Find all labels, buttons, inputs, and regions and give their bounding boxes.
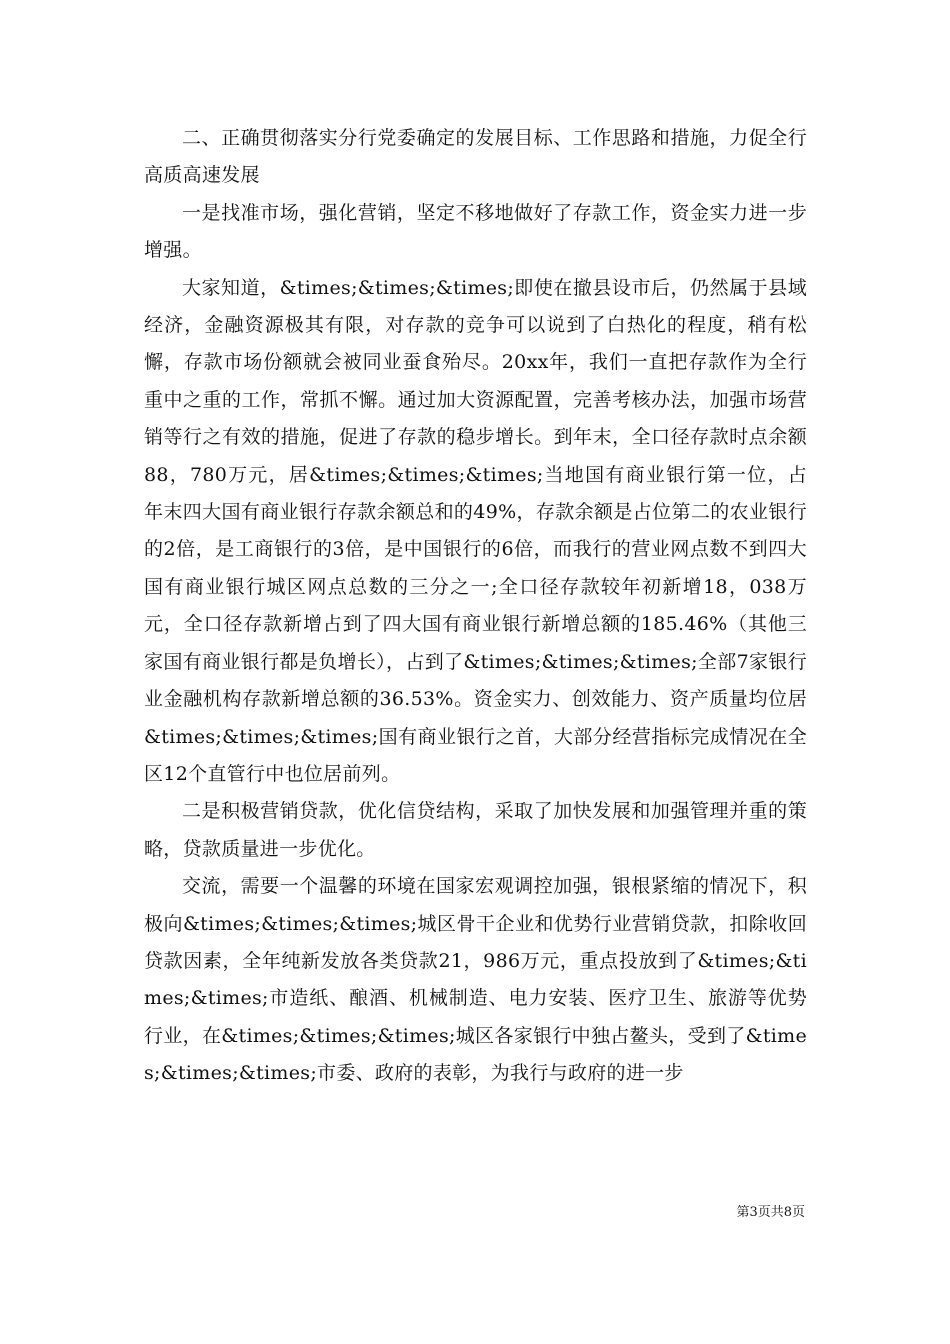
deposit-summary-paragraph: 一是找准市场，强化营销，坚定不移地做好了存款工作，资金实力进一步增强。 [144,201,807,262]
loan-detail-paragraph: 交流，需要一个温馨的环境在国家宏观调控加强，银根紧缩的情况下，积极向&times;&times;&times;城区骨干企业和优势行业营销贷款，扣除收回贷款因素，全年纯新发放各类贷款21，986万元，重点投放到了&times;&times;&times;市造纸、酿酒、机械制造、电力安装、医疗卫生、旅游等优势行业，在&times;&times;&times;城区各家银行中独占鳌头，受到了&times;&times;&times;市委、政府的表彰，为我行与政府的进一步 [144,875,807,1085]
document-body [144,120,807,1093]
page-number-footer: 第3页共8页 [736,1205,805,1220]
loan-summary-paragraph: 二是积极营销贷款，优化信贷结构，采取了加快发展和加强管理并重的策略，贷款质量进一步优化。 [144,800,807,860]
deposit-detail-paragraph: 大家知道，&times;&times;&times;即使在撤县设市后，仍然属于县域经济，金融资源极其有限，对存款的竞争可以说到了白热化的程度，稍有松懈，存款市场份额就会被同业蚕食殆尽。20xx年，我们一直把存款作为全行重中之重的工作，常抓不懈。通过加大资源配置，完善考核办法，加强市场营销等行之有效的措施，促进了存款的稳步增长。到年末，全口径存款时点余额88，780万元，居&times;&times;&times;当地国有商业银行第一位，占年末四大国有商业银行存款余额总和的49%，存款余额是占位第二的农业银行的2倍，是工商银行的3倍，是中国银行的6倍，而我行的营业网点数不到四大国有商业银行城区网点总数的三分之一;全口径存款较年初新增18，038万元，全口径存款新增占到了四大国有商业银行新增总额的185.46%（其他三家国有商业银行都是负增长），占到了&times;&times;&times;全部7家银行业金融机构存款新增总额的36.53%。资金实力、创效能力、资产质量均位居&times;&times;&times;国有商业银行之首，大部分经营指标完成情况在全区12个直管行中也位居前列。 [144,276,807,785]
section-heading-paragraph: 二、正确贯彻落实分行党委确定的发展目标、工作思路和措施，力促全行高质高速发展 [144,127,807,187]
